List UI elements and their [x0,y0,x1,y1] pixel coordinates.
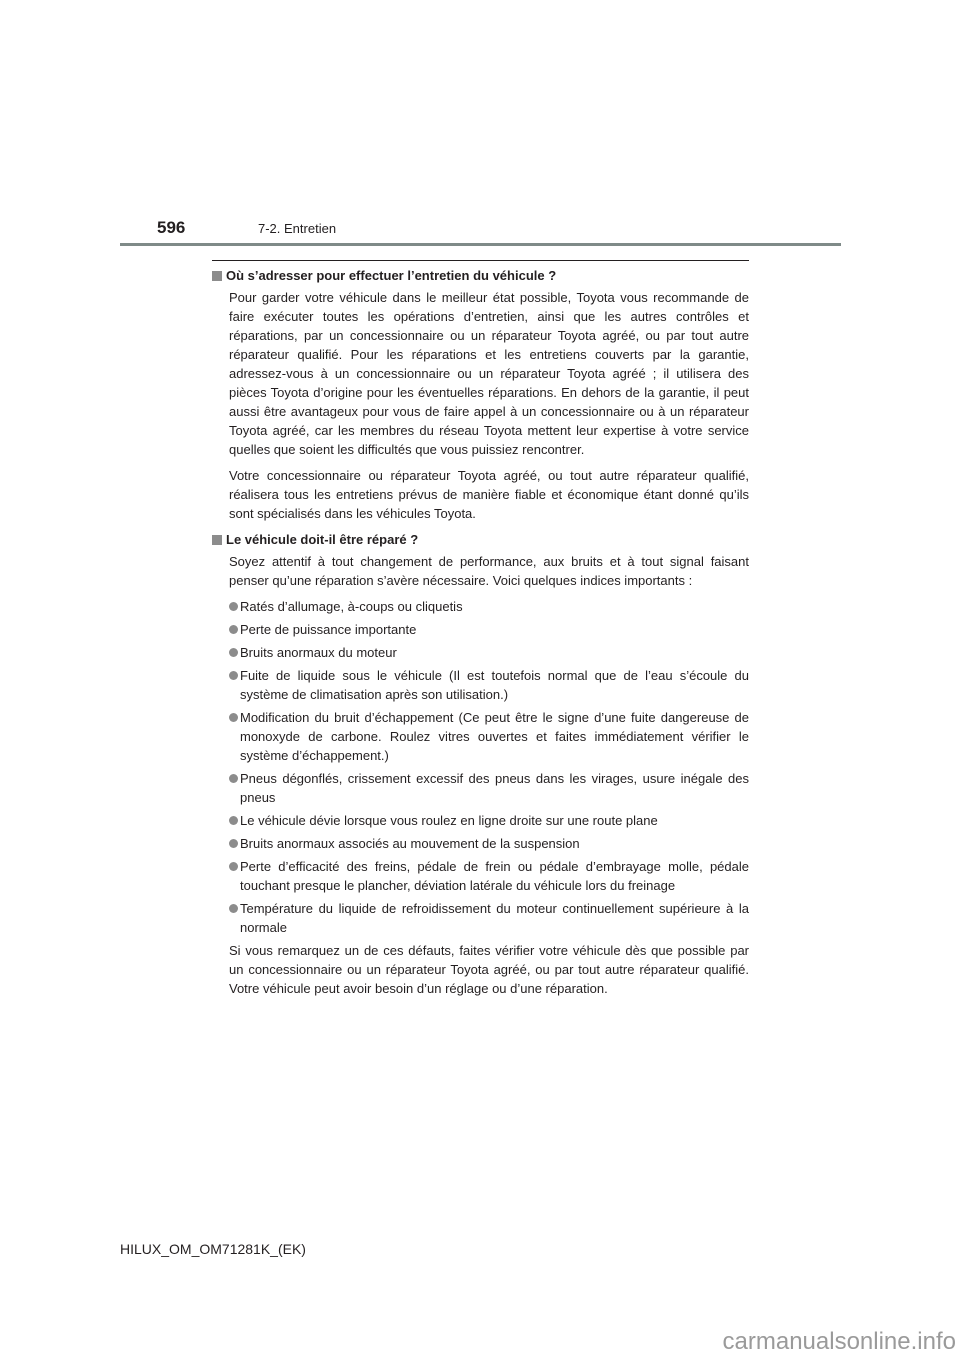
list-item-text: Température du liquide de refroidissement du moteur continuellement supérieure à la normale [240,901,749,935]
section-heading [212,530,749,549]
list-item-text: Le véhicule dévie lorsque vous roulez en ligne droite sur une route plane [240,813,658,828]
circle-bullet-icon [229,839,238,848]
square-bullet-icon [212,271,222,281]
circle-bullet-icon [229,713,238,722]
list-item-text: Ratés d’allumage, à-coups ou cliquetis [240,599,463,614]
list-item-text: Pneus dégonflés, crissement excessif des pneus dans les virages, usure inégale des pneus [240,771,749,805]
list-item-text: Perte d’efficacité des freins, pédale de frein ou pédale d’embrayage molle, pédale touchant presque le plancher, déviation latérale du véhicule lors du freinage [240,859,749,893]
paragraph: Soyez attentif à tout changement de performance, aux bruits et à tout signal faisant penser qu’une réparation s’avère nécessaire. Voici quelques indices importants : [229,554,749,588]
section-divider [212,260,749,261]
list-item [229,811,749,830]
circle-bullet-icon [229,602,238,611]
list-item-text: Fuite de liquide sous le véhicule (Il est toutefois normal que de l’eau s’écoule du système de climatisation après son utilisation.) [240,668,749,702]
list-item [229,769,749,807]
circle-bullet-icon [229,862,238,871]
list-item-text: Bruits anormaux du moteur [240,645,397,660]
document-code: HILUX_OM_OM71281K_(EK) [120,1241,306,1257]
list-item [229,643,749,662]
circle-bullet-icon [229,648,238,657]
circle-bullet-icon [229,904,238,913]
list-item [229,597,749,616]
paragraph: Votre concessionnaire ou réparateur Toyota agréé, ou tout autre réparateur qualifié, réalisera tous les entretiens prévus de manière fiable et économique étant donné qu’ils sont spécialisés dans les véhicules Toyota. [229,468,749,521]
circle-bullet-icon [229,774,238,783]
list-item [229,620,749,639]
section-heading [212,266,749,285]
list-item [229,834,749,853]
paragraph: Si vous remarquez un de ces défauts, faites vérifier votre véhicule dès que possible par un concessionnaire ou un réparateur Toyota agréé, ou par tout autre réparateur qualifié. Votre véhicule peut avoir besoin d’un réglage ou d’une réparation. [229,943,749,996]
square-bullet-icon [212,535,222,545]
bullet-list [212,597,749,937]
list-item [229,666,749,704]
list-item [229,899,749,937]
circle-bullet-icon [229,671,238,680]
paragraph: Pour garder votre véhicule dans le meilleur état possible, Toyota vous recommande de faire exécuter toutes les opérations d’entretien, ainsi que les autres contrôles et réparations, par un concessionnaire ou un réparateur Toyota agréé, ou par tout autre réparateur qualifié. Pour les réparations et les entretiens couverts par la garantie, adressez-vous à un concessionnaire ou un réparateur Toyota agréé ; il utilisera des pièces Toyota d’origine pour les éventuelles réparations. En dehors de la garantie, il peut aussi être avantageux pour vous de faire appel à un concessionnaire ou à un réparateur Toyota agréé, car les membres du réseau Toyota mettent leur expertise à votre service quelles que soient les difficultés que vous puissiez rencontrer. [229,290,749,457]
list-item-text: Perte de puissance importante [240,622,417,637]
list-item [229,708,749,765]
watermark: carmanualsonline.info [722,1328,956,1355]
circle-bullet-icon [229,625,238,634]
circle-bullet-icon [229,816,238,825]
heading-text: Le véhicule doit-il être réparé ? [226,532,419,547]
heading-text: Où s’adresser pour effectuer l’entretien du véhicule ? [226,268,557,283]
header-rule [120,243,841,246]
list-item-text: Bruits anormaux associés au mouvement de la suspension [240,836,580,851]
list-item [229,857,749,895]
section-title: 7-2. Entretien [258,221,337,236]
page-number: 596 [157,218,186,237]
list-item-text: Modification du bruit d’échappement (Ce peut être le signe d’une fuite dangereuse de monoxyde de carbone. Roulez vitres ouvertes et faites immédiatement vérifier le système d’échappement.) [240,710,749,763]
page-content [212,266,749,1005]
